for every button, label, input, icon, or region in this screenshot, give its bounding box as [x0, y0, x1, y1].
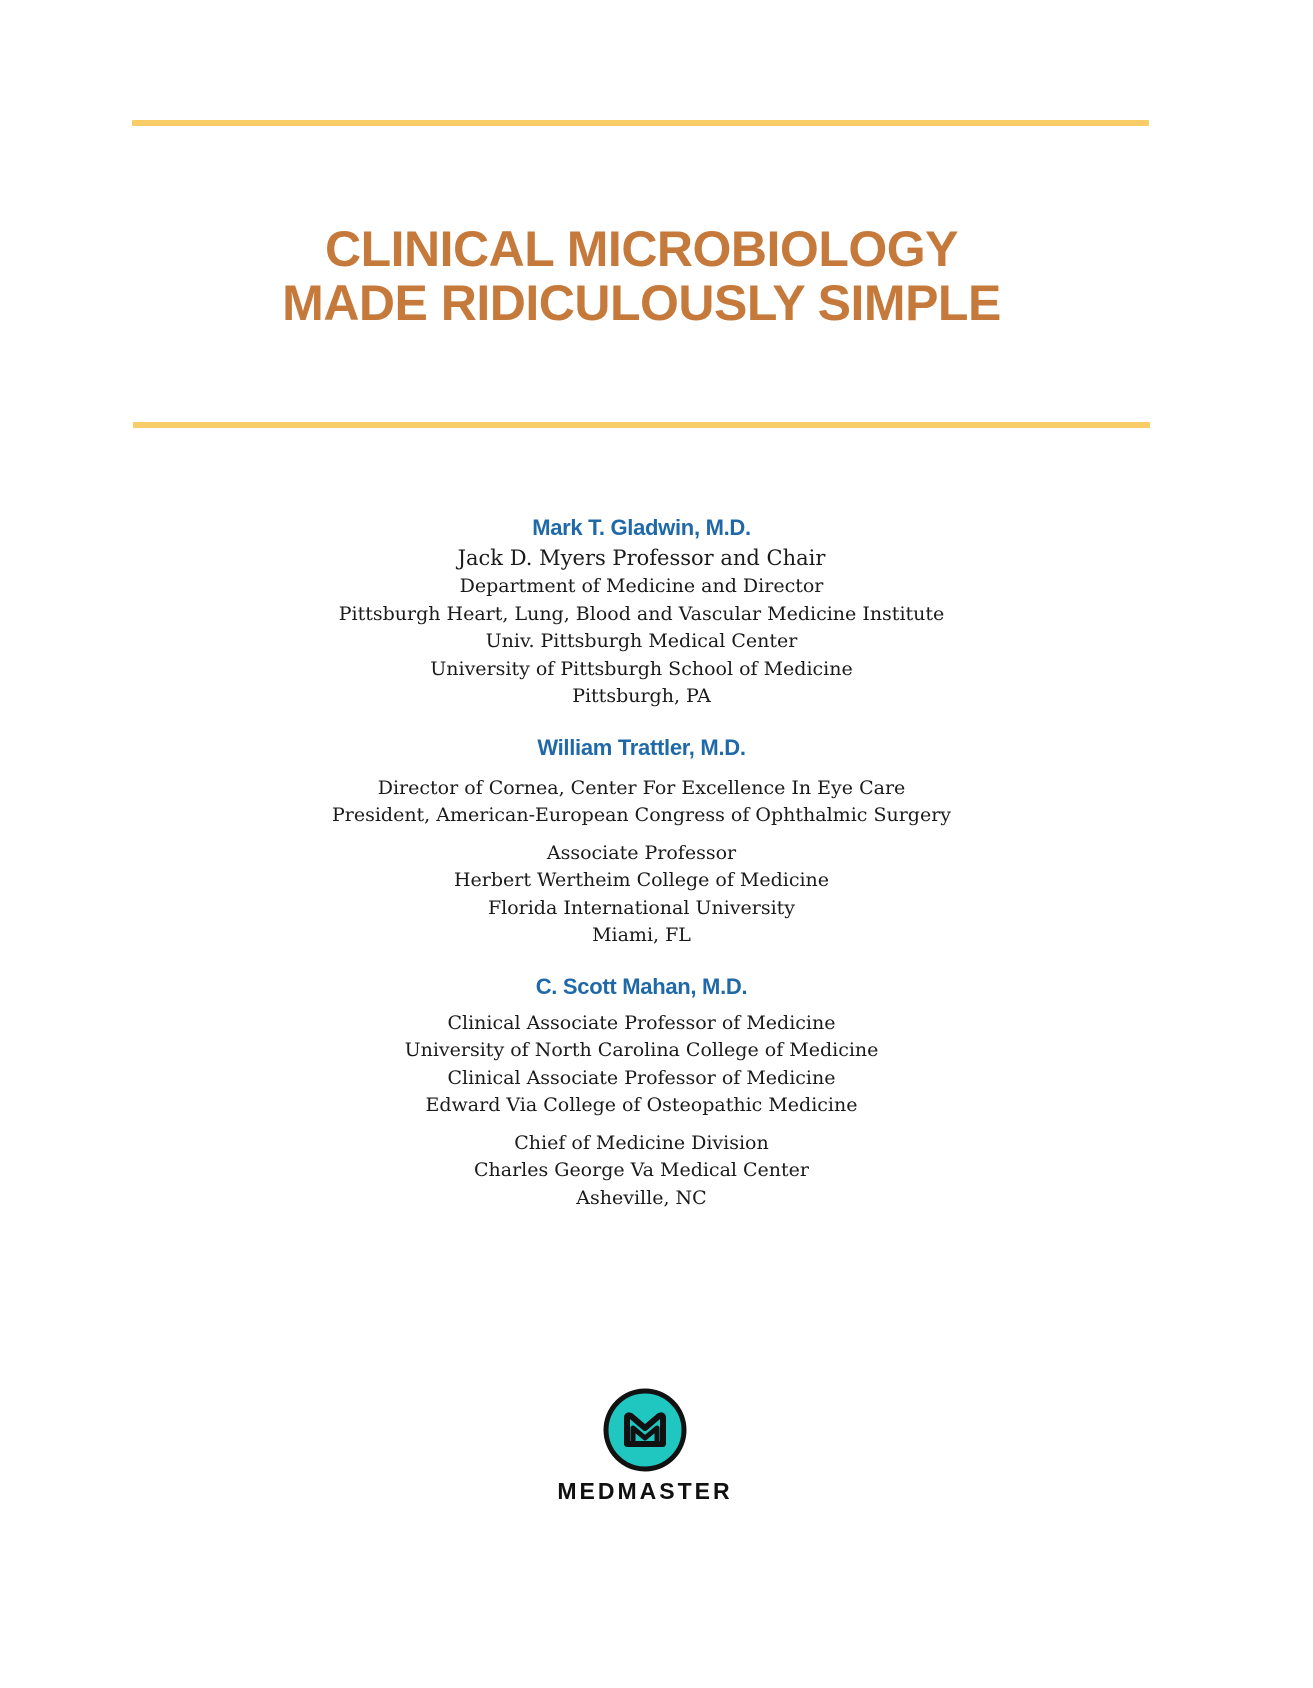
- author-name: William Trattler, M.D.: [537, 734, 746, 760]
- author-affiliation: Department of Medicine and Director: [459, 575, 824, 597]
- author-list: [0, 515, 1283, 1212]
- author-affiliation: Herbert Wertheim College of Medicine: [453, 869, 830, 891]
- author-affiliation: Florida International University: [487, 896, 796, 919]
- author-affiliation: Jack D. Myers Professor and Chair: [457, 546, 826, 570]
- author-affiliation: Clinical Associate Professor of Medicine: [447, 1011, 836, 1034]
- author-affiliation: University of Pittsburgh School of Medicine: [430, 657, 853, 680]
- author-affiliation: Asheville, NC: [576, 1186, 707, 1209]
- book-title-line-1: CLINICAL MICROBIOLOGY: [324, 221, 958, 277]
- author-affiliation: Director of Cornea, Center For Excellence In Eye Care: [377, 776, 906, 799]
- author-block: [0, 974, 1283, 1213]
- author-affiliation: Edward Via College of Osteopathic Medicine: [425, 1094, 858, 1116]
- author-affiliation: President, American-European Congress of Ophthalmic Surgery: [331, 804, 952, 826]
- author-name: C. Scott Mahan, M.D.: [535, 973, 748, 999]
- author-affiliation: Associate Professor: [546, 841, 737, 864]
- author-affiliation: University of North Carolina College of Medicine: [404, 1039, 879, 1061]
- publisher-name: MEDMASTER: [557, 1478, 733, 1504]
- top-divider: [132, 120, 1149, 126]
- author-name: Mark T. Gladwin, M.D.: [532, 515, 751, 540]
- medmaster-logo-icon: [603, 1388, 687, 1472]
- author-block: [0, 735, 1283, 950]
- author-affiliation: Charles George Va Medical Center: [473, 1159, 810, 1181]
- author-affiliation: Pittsburgh, PA: [572, 685, 711, 707]
- author-affiliation: Clinical Associate Professor of Medicine: [447, 1066, 836, 1089]
- author-affiliation: Miami, FL: [592, 924, 691, 946]
- author-affiliation: Pittsburgh Heart, Lung, Blood and Vascular Medicine Institute: [338, 602, 945, 625]
- author-block: [0, 515, 1283, 711]
- bottom-divider: [133, 422, 1150, 428]
- author-affiliation: Univ. Pittsburgh Medical Center: [485, 630, 798, 652]
- book-title-line-2: MADE RIDICULOUSLY SIMPLE: [282, 275, 1001, 331]
- author-affiliation: Chief of Medicine Division: [514, 1131, 769, 1154]
